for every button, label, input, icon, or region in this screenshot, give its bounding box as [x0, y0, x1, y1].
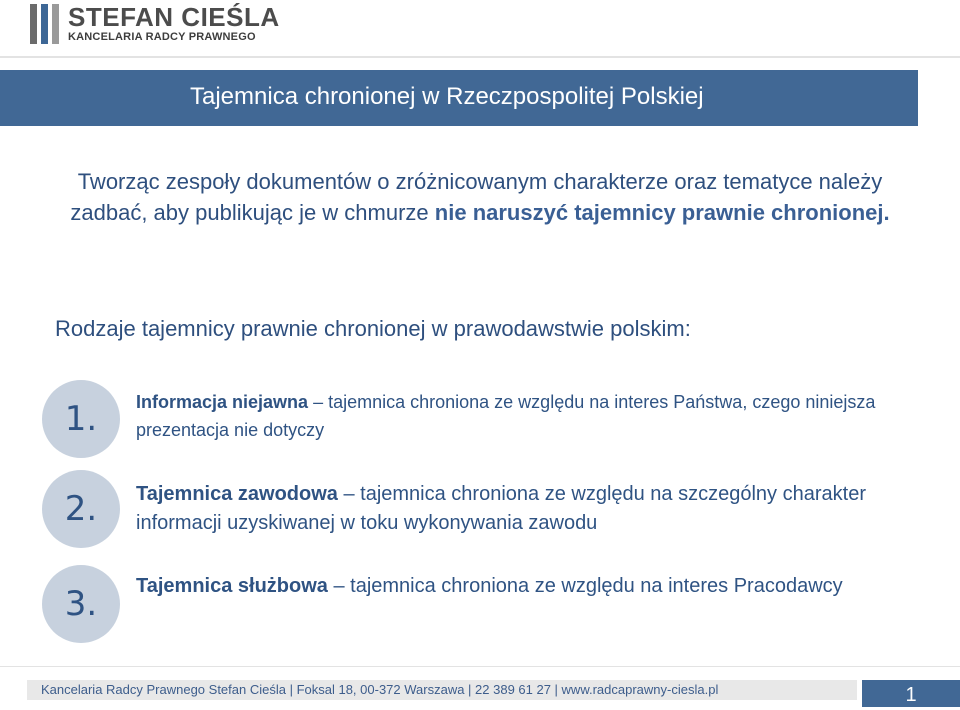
- types-heading: Rodzaje tajemnicy prawnie chronionej w prawodawstwie polskim:: [55, 316, 691, 341]
- item-description: – tajemnica chroniona ze względu na interes Państwa, czego niniejsza prezentacja nie dotyczy: [136, 392, 876, 440]
- footer-bar: Kancelaria Radcy Prawnego Stefan Cieśla | Foksal 18, 00-372 Warszawa | 22 389 61 27 | www.radcaprawny-ciesla.pl: [27, 680, 857, 700]
- top-divider: [0, 56, 960, 58]
- intro-paragraph: [40, 166, 920, 228]
- title-bar: [0, 70, 918, 126]
- page-number: 1: [862, 680, 960, 707]
- footer-divider: [0, 666, 960, 667]
- logo-bar-icon: [30, 4, 37, 44]
- item-term: Tajemnica służbowa: [136, 575, 328, 597]
- item-description: – tajemnica chroniona ze względu na interes Pracodawcy: [327, 575, 843, 597]
- item-term: Informacja niejawna: [136, 392, 309, 412]
- list-item-1: [136, 388, 936, 444]
- intro-highlight: nie naruszyć tajemnicy prawnie chronionej.: [434, 200, 890, 225]
- logo-bar-icon: [41, 4, 48, 44]
- list-item-3: [136, 572, 936, 601]
- logo-subtitle: KANCELARIA RADCY PRAWNEGO: [68, 31, 256, 43]
- slide-title: Tajemnica chronionej w Rzeczpospolitej Polskiej: [190, 83, 704, 110]
- logo-bar-icon: [52, 4, 59, 44]
- number-badge-1: 1.: [42, 380, 120, 458]
- list-item-2: [136, 480, 936, 538]
- intro-text: Tworząc zespoły dokumentów o zróżnicowanym charakterze oraz tematyce należy zadbać, aby publikując je w chmurze: [70, 169, 883, 225]
- number-badge-3: 3.: [42, 565, 120, 643]
- item-description: – tajemnica chroniona ze względu na szczególny charakter informacji uzyskiwanej w toku wykonywania zawodu: [136, 483, 866, 534]
- number-badge-2: 2.: [42, 470, 120, 548]
- logo-name: STEFAN CIEŚLA: [68, 2, 280, 32]
- item-term: Tajemnica zawodowa: [136, 483, 338, 505]
